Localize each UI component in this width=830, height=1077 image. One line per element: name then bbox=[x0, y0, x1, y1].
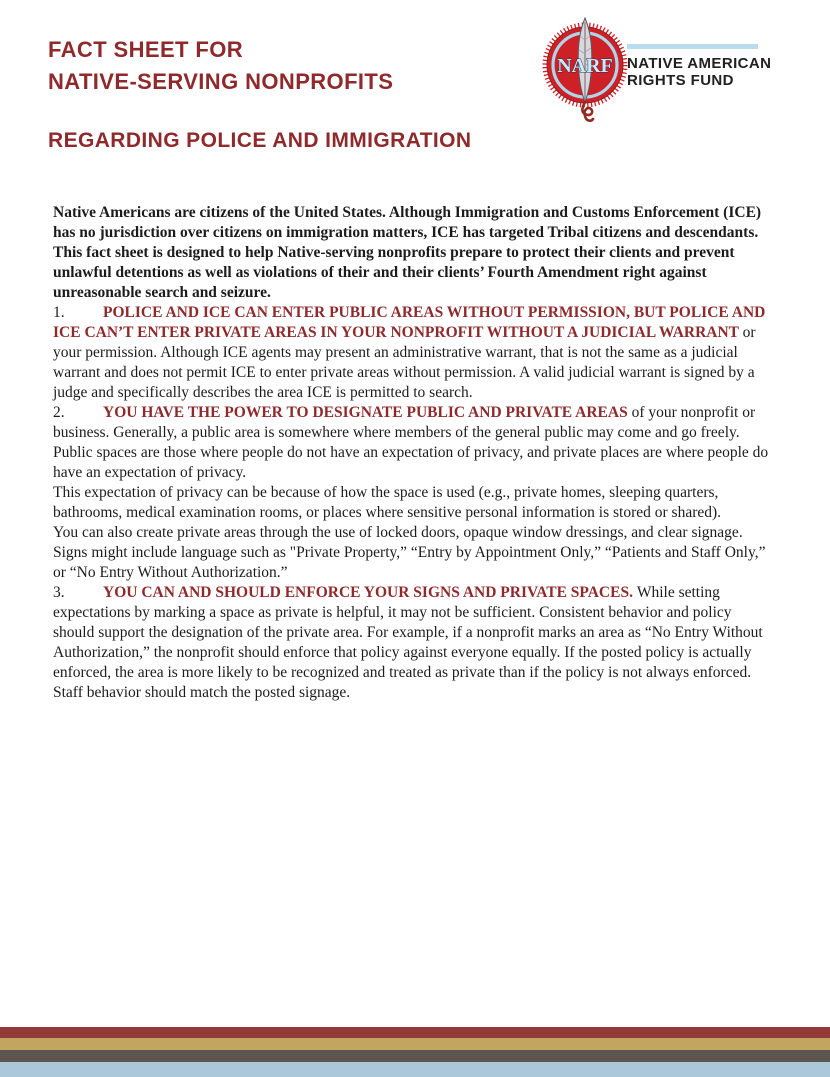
narf-logo-icon bbox=[541, 12, 629, 126]
logo-acronym: NARF bbox=[557, 55, 613, 77]
intro-paragraph-2: This fact sheet is designed to help Native-serving nonprofits prepare to protect their clients and prevent unlawful detentions as well as violations of their and their clients’ Fourth Amendment right against unreasonable search and seizure. bbox=[53, 244, 735, 301]
item-3-heading: YOU CAN AND SHOULD ENFORCE YOUR SIGNS AND PRIVATE SPACES. bbox=[103, 584, 633, 601]
item-3-body: While setting expectations by marking a space as private is helpful, it may not be sufficient. Consistent behavior and policy should support the designation of the private area. For example, if a nonprofit marks an area as “No Entry Without Authorization,” the nonprofit should enforce that policy against everyone equally. If the posted policy is actually enforced, the area is more likely to be recognized and treated as private than if the policy is not always enforced. Staff behavior should match the posted signage. bbox=[53, 584, 763, 701]
footer-stripe-gray bbox=[0, 1050, 830, 1062]
item-1-number: 1. bbox=[53, 304, 65, 321]
item-2-number: 2. bbox=[53, 404, 65, 421]
item-2-extra-paragraph-2: You can also create private areas through the use of locked doors, opaque window dressings, and clear signage. Signs might include language such as "Private Property,” “Entry by Appointment Only,” “Patients and Staff Only,” or “No Entry Without Authorization.” bbox=[53, 524, 766, 581]
numbered-item-2 bbox=[53, 403, 775, 483]
item-1-heading: POLICE AND ICE CAN ENTER PUBLIC AREAS WITHOUT PERMISSION, BUT POLICE AND ICE CAN’T ENTER PRIVATE AREAS IN YOUR NONPROFIT WITHOUT A JUDICIAL WARRANT bbox=[53, 304, 766, 341]
page-subtitle: REGARDING POLICE AND IMMIGRATION bbox=[48, 129, 472, 152]
wordmark-accent-bar bbox=[627, 44, 758, 49]
item-2-body: of your nonprofit or business. Generally, a public area is somewhere where members of the general public may come and go freely. Public spaces are those where people do not have an expectation of privacy, and private places are where people do have an expectation of privacy. bbox=[53, 404, 769, 481]
page-title-line2: NATIVE-SERVING NONPROFITS bbox=[48, 69, 394, 94]
numbered-item-1 bbox=[53, 303, 775, 403]
org-wordmark bbox=[627, 44, 807, 89]
footer-stripe-gold bbox=[0, 1038, 830, 1050]
intro-paragraph-1: Native Americans are citizens of the United States. Although Immigration and Customs Enforcement (ICE) has no jurisdiction over citizens on immigration matters, ICE has targeted Tribal citizens and descendants. bbox=[53, 204, 762, 241]
item-2-heading: YOU HAVE THE POWER TO DESIGNATE PUBLIC AND PRIVATE AREAS bbox=[103, 404, 628, 421]
item-1-body: or your permission. Although ICE agents may present an administrative warrant, that is not the same as a judicial warrant and does not permit ICE to enter private areas without permission. A valid judicial warrant is signed by a judge and specifically describes the area ICE is permitted to search. bbox=[53, 324, 756, 401]
footer-stripe-blue bbox=[0, 1062, 830, 1077]
footer-stripes bbox=[0, 1027, 830, 1077]
item-2-extra-paragraph-1: This expectation of privacy can be because of how the space is used (e.g., private homes, sleeping quarters, bathrooms, medical examination rooms, or places where sensitive personal information is stored or shared). bbox=[53, 484, 722, 521]
org-name-line2: RIGHTS FUND bbox=[627, 72, 734, 89]
page-title bbox=[48, 34, 393, 98]
document-body bbox=[53, 203, 775, 703]
numbered-item-3 bbox=[53, 583, 775, 703]
footer-stripe-red bbox=[0, 1027, 830, 1038]
item-3-number: 3. bbox=[53, 584, 65, 601]
org-name-line1: NATIVE AMERICAN bbox=[627, 55, 772, 72]
page-title-line1: FACT SHEET FOR bbox=[48, 37, 244, 62]
